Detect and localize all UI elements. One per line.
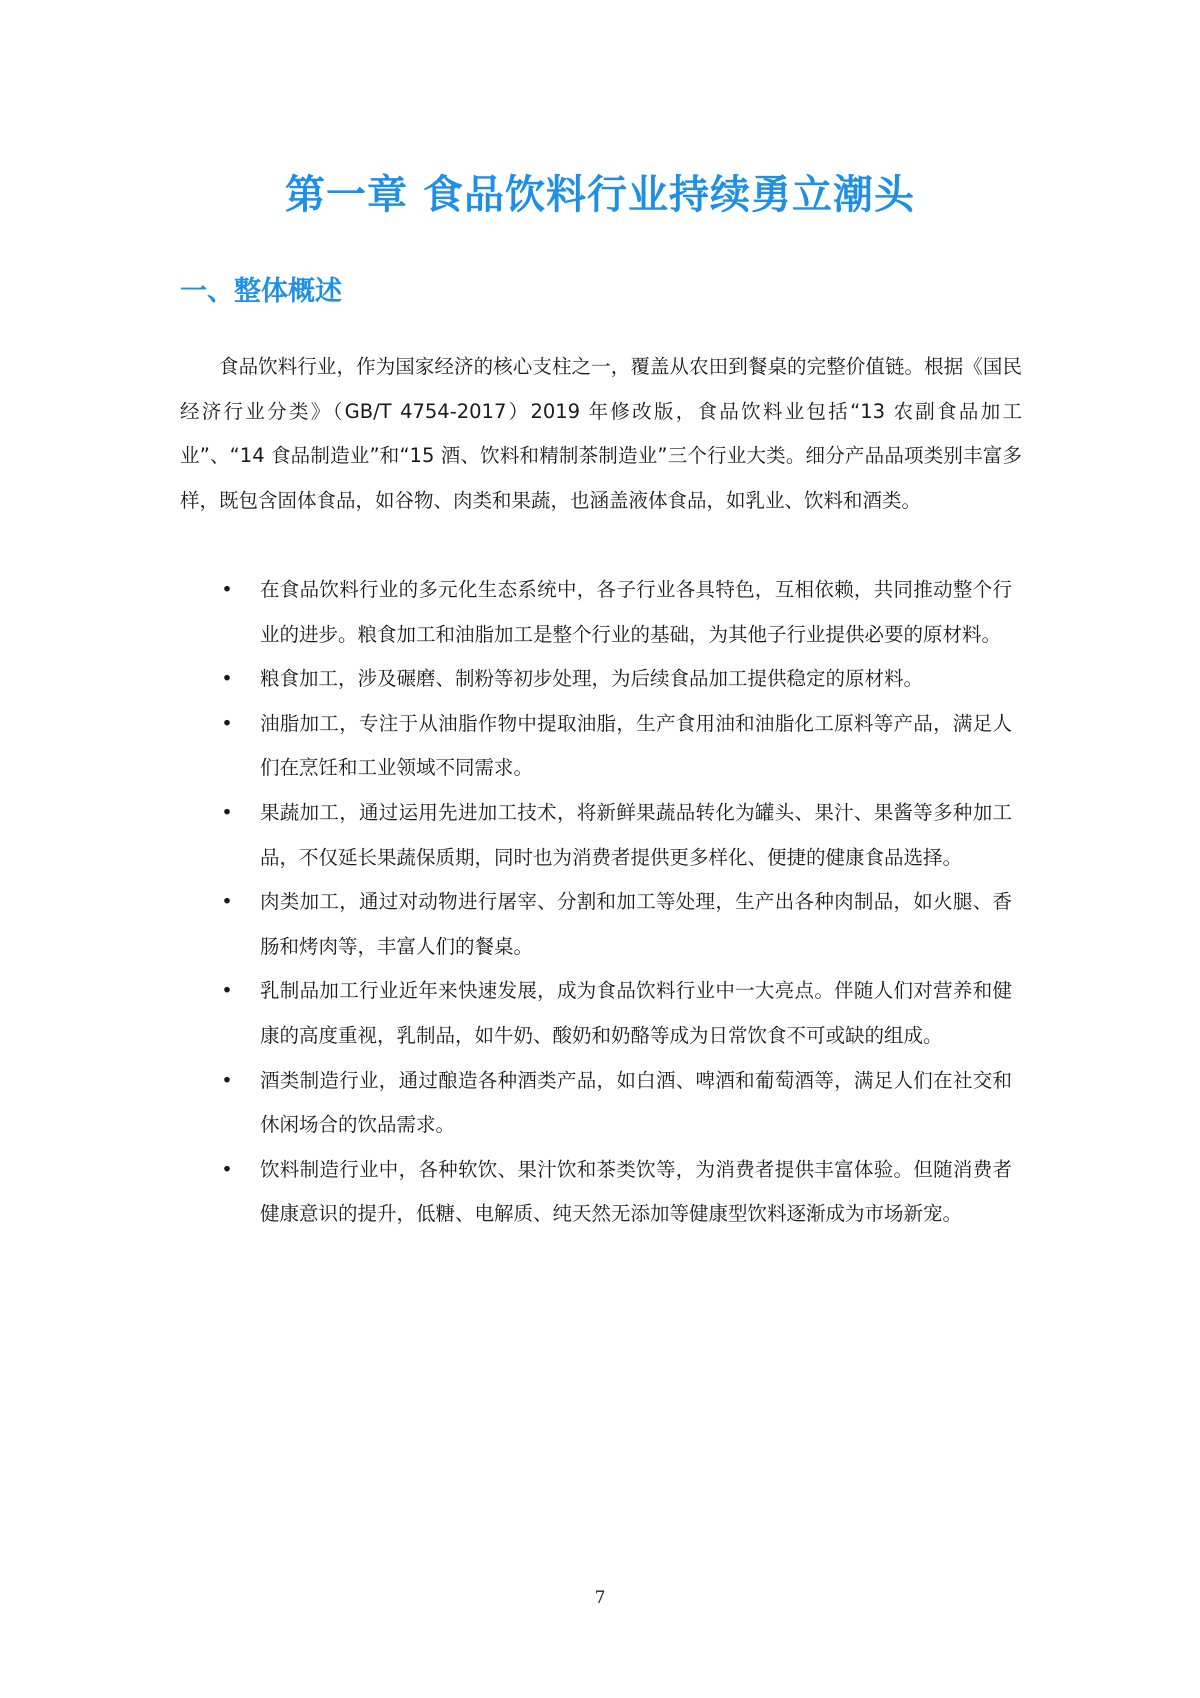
bullet-text: 肉类加工，通过对动物进行屠宰、分割和加工等处理，生产出各种肉制品，如火腿、香肠和烤肉等，丰富人们的餐桌。 (260, 890, 1012, 958)
bullet-item (180, 791, 1022, 880)
bullet-dot-icon: • (221, 890, 233, 914)
bullet-item (180, 880, 1022, 969)
intro-paragraph: 食品饮料行业，作为国家经济的核心支柱之一，覆盖从农田到餐桌的完整价值链。根据《国民经济行业分类》（GB/T 4754-2017）2019 年修改版，食品饮料业包括“13 农副食品加工业”、“14 食品制造业”和“15 酒、饮料和精制茶制造业”三个行业大类。细分产品品项类别丰富多样，既包含固体食品，如谷物、肉类和果蔬，也涵盖液体食品，如乳业、饮料和酒类。 (180, 355, 1022, 512)
page-number: 7 (594, 1588, 606, 1608)
chapter-title: 第一章 食品饮料行业持续勇立潮头 (285, 172, 915, 218)
bullet-item (180, 1059, 1022, 1148)
bullet-item (180, 657, 1022, 702)
bullet-dot-icon: • (221, 1068, 233, 1092)
bullet-item (180, 568, 1022, 657)
bullet-item (180, 969, 1022, 1058)
bullet-text: 粮食加工，涉及碾磨、制粉等初步处理，为后续食品加工提供稳定的原材料。 (260, 667, 924, 691)
bullet-text: 饮料制造行业中，各种软饮、果汁饮和茶类饮等，为消费者提供丰富体验。但随消费者健康意识的提升，低糖、电解质、纯天然无添加等健康型饮料逐渐成为市场新宠。 (260, 1157, 1012, 1226)
bullet-dot-icon: • (221, 1157, 233, 1181)
bullet-item (180, 1148, 1022, 1237)
bullet-item (180, 702, 1022, 791)
section-title: 一、整体概述 (180, 276, 342, 307)
bullet-list (180, 568, 1022, 1237)
bullet-text: 在食品饮料行业的多元化生态系统中，各子行业各具特色，互相依赖，共同推动整个行业的进步。粮食加工和油脂加工是整个行业的基础，为其他子行业提供必要的原材料。 (260, 578, 1012, 646)
bullet-text: 酒类制造行业，通过酿造各种酒类产品，如白酒、啤酒和葡萄酒等，满足人们在社交和休闲场合的饮品需求。 (260, 1068, 1012, 1137)
bullet-dot-icon: • (221, 667, 233, 691)
bullet-text: 乳制品加工行业近年来快速发展，成为食品饮料行业中一大亮点。伴随人们对营养和健康的高度重视，乳制品，如牛奶、酸奶和奶酪等成为日常饮食不可或缺的组成。 (260, 979, 1012, 1047)
bullet-dot-icon: • (221, 578, 233, 601)
bullet-dot-icon: • (221, 979, 233, 1003)
bullet-dot-icon: • (221, 800, 233, 824)
bullet-dot-icon: • (221, 711, 233, 735)
bullet-text: 油脂加工，专注于从油脂作物中提取油脂，生产食用油和油脂化工原料等产品，满足人们在烹饪和工业领域不同需求。 (260, 711, 1012, 780)
bullet-text: 果蔬加工，通过运用先进加工技术，将新鲜果蔬品转化为罐头、果汁、果酱等多种加工品，不仅延长果蔬保质期，同时也为消费者提供更多样化、便捷的健康食品选择。 (260, 800, 1012, 869)
